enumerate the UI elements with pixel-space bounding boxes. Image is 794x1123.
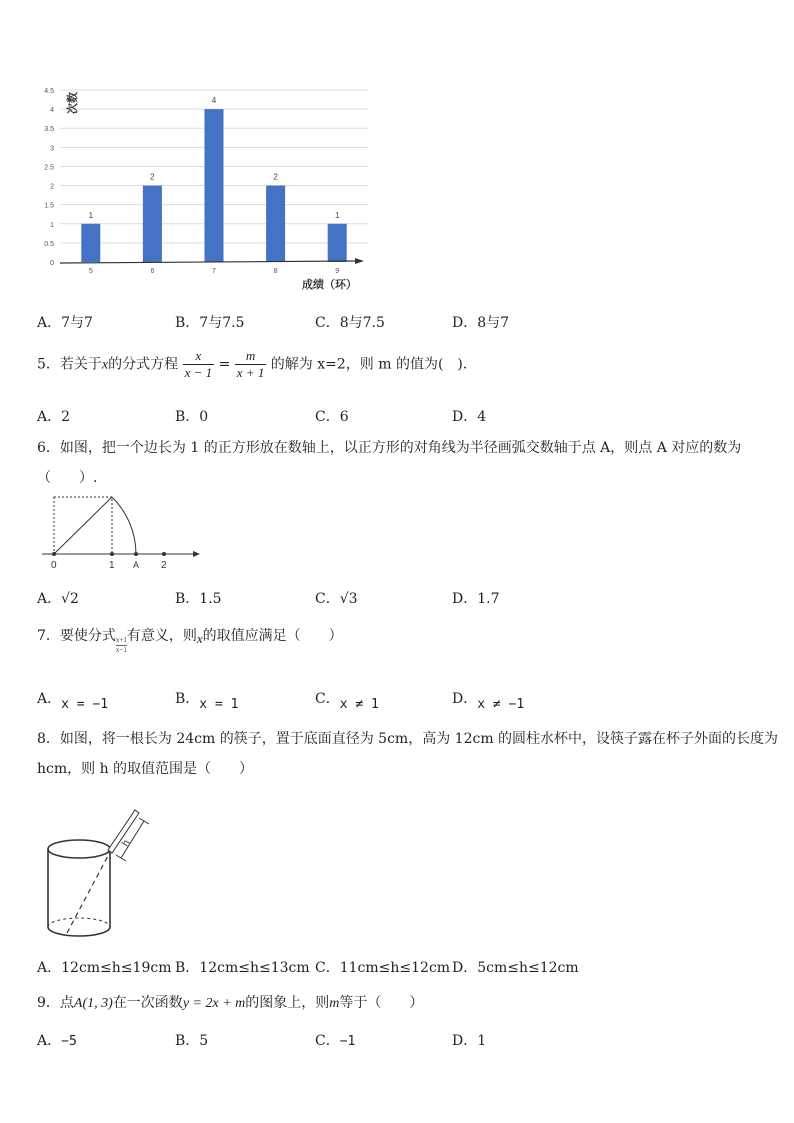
x-tick-label: 9 [335,268,340,275]
chopstick-outside [108,810,139,853]
y-tick-label: 1 [50,221,54,229]
q9-option-a[interactable]: A．−5 [37,1033,77,1049]
q8-option-c[interactable]: C．11cm≤h≤12cm [315,960,451,976]
h-label: h [120,838,133,849]
q5-option-b[interactable]: B．0 [175,409,209,425]
q8-stem-line2: hcm，则 h 的取值范围是（ ） [37,761,254,777]
cylinder-bottom-front [48,927,110,936]
bar-chart [30,80,380,300]
x-axis-arrow [355,258,364,264]
y-tick-label: 2 [50,183,54,191]
bar [143,186,162,262]
q9-stem: 9．点A(1, 3)在一次函数y = 2x + m的图象上，则m等于（ ） [37,995,424,1011]
x-tick-label: 8 [273,268,278,275]
q7-stem: 7．要使分式 $\frac{x+1}{x-1}$ 有意义，则x的取值应满足（ ） [37,628,343,654]
point-1 [110,552,114,556]
bar [328,224,347,262]
q7-fraction: $\frac{x+1}{x-1}$ [115,635,127,654]
bar-data-label: 1 [88,210,94,220]
square-diagonal [54,497,112,554]
q5-option-c[interactable]: C．6 [315,409,349,425]
q7-option-b[interactable]: B．x = 1 [175,691,239,712]
q6-stem-line2: （ ）. [37,470,98,486]
q9-option-c[interactable]: C．−1 [315,1033,356,1049]
bar-data-label: 2 [273,172,278,182]
q6-option-d[interactable]: D．1.7 [452,591,500,607]
y-tick-label: 3 [50,145,54,153]
y-tick-label: 3.5 [44,126,54,134]
chopstick-inside [67,852,110,933]
bar-data-label: 4 [211,96,217,106]
q8-option-d[interactable]: D．5cm≤h≤12cm [452,960,579,976]
x-axis-label: 成绩（环） [302,279,357,291]
y-tick-label: 2.5 [44,164,54,172]
y-tick-label: 0 [50,260,54,267]
q4-option-c[interactable]: C．8与7.5 [315,315,385,331]
dimension-tick-top [139,818,149,824]
bar-data-label: 2 [150,172,155,182]
q8-option-b[interactable]: B．12cm≤h≤13cm [175,960,310,976]
point-2 [162,552,166,556]
label-0: 0 [51,560,57,571]
q6-stem-line1: 6．如图，把一个边长为 1 的正方形放在数轴上，以正方形的对角线为半径画弧交数轴于点 A，则点 A 对应的数为 [37,440,742,456]
q5-option-d[interactable]: D．4 [452,409,487,425]
y-axis-label: 次数 [67,92,79,114]
arc [112,497,136,554]
q4-option-b[interactable]: B．7与7.5 [175,315,245,331]
chart-bars [81,96,346,262]
q7-option-a[interactable]: A．x = −1 [37,691,109,712]
q6-number-line-figure [35,492,205,572]
label-a: A [133,560,140,570]
q4-option-d[interactable]: D．8与7 [452,315,510,331]
q9-option-d[interactable]: D．1 [452,1033,487,1049]
q9-option-b[interactable]: B．5 [175,1033,209,1049]
bar-data-label: 1 [334,210,340,220]
number-line-arrow [193,551,200,557]
cylinder-top [48,840,110,858]
point-a [134,552,138,556]
q6-option-c[interactable]: C．√3 [315,591,358,607]
q5-fraction-right: $\frac{m}{x + 1}$ [236,348,265,380]
point-0 [52,552,56,556]
q5-option-a[interactable]: A．2 [37,409,71,425]
q7-option-c[interactable]: C．x ≠ 1 [315,691,379,712]
label-2: 2 [161,560,167,571]
dimension-tick-bottom [116,855,126,861]
y-tick-label: 4 [50,107,54,115]
q5-fraction-left: $\frac{x}{x - 1}$ [184,348,213,380]
q6-option-a[interactable]: A．√2 [37,591,79,607]
q4-option-a[interactable]: A．7与7 [37,315,93,331]
x-tick-label: 5 [88,268,93,275]
x-tick-label: 6 [150,268,155,275]
q6-option-b[interactable]: B．1.5 [175,591,222,607]
label-1: 1 [109,560,115,571]
cylinder-bottom-back [48,918,110,927]
q5-stem: 5．若关于x的分式方程 $\frac{x}{x - 1}$ = $\frac{m}{x + 1}$ 的解为 x=2，则 m 的值为( )． [37,348,477,380]
q7-option-d[interactable]: D．x ≠ −1 [452,691,525,712]
bar [266,186,285,262]
chart-x-ticks [89,268,339,275]
q8-option-a[interactable]: A．12cm≤h≤19cm [37,960,172,976]
bar [81,224,100,262]
y-tick-label: 0.5 [44,240,54,248]
q8-cylinder-figure [40,800,170,945]
bar [205,109,224,262]
y-tick-label: 4.5 [44,88,54,95]
chart-y-ticks [44,88,54,267]
q8-stem-line1: 8．如图，将一根长为 24cm 的筷子，置于底面直径为 5cm，高为 12cm 的圆柱水杯中，设筷子露在杯子外面的长度为 [37,731,779,747]
y-tick-label: 1.5 [44,202,54,210]
x-tick-label: 7 [212,268,216,275]
